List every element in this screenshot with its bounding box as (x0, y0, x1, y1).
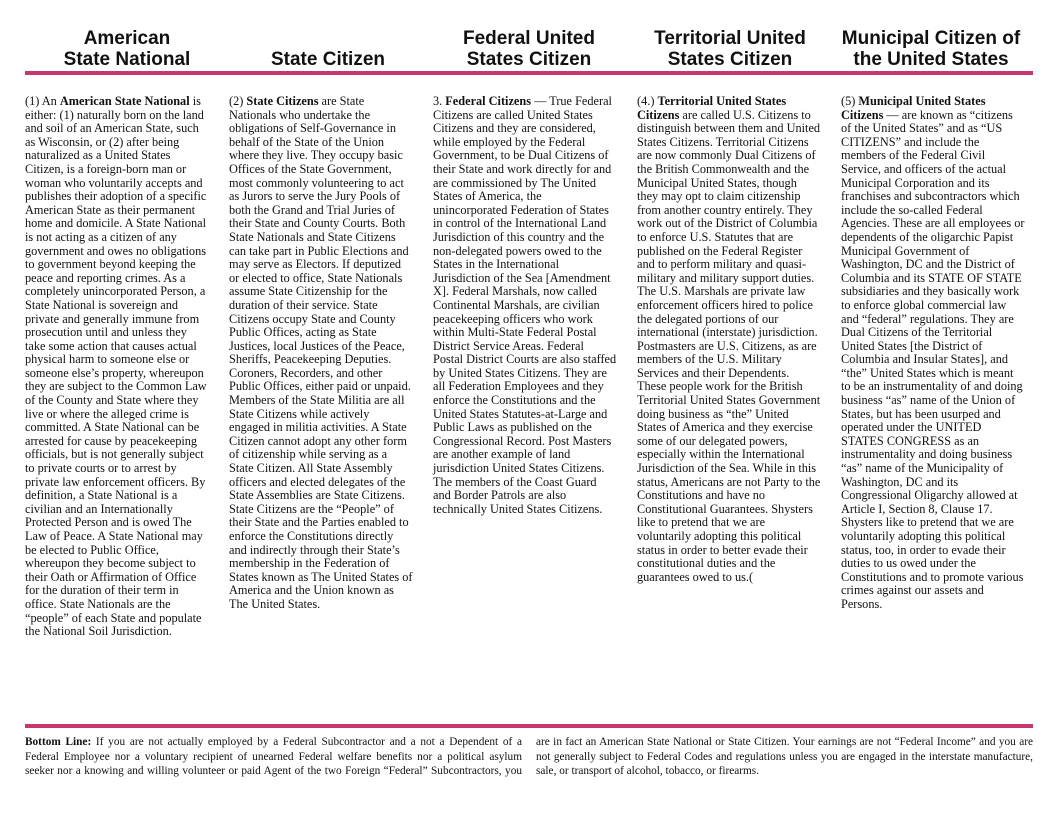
bottom-line-label: Bottom Line: (25, 736, 92, 748)
col2-body: are State Nationals who undertake the obligations of Self-Governance in behalf of the State of the Union where they live. They occupy basic Offices of the State Government, most commonly volunteering to act as Jurors to serve the Jury Pools of both the Grand and Trial Juries of their State and County Courts. Both State Nationals and State Citizens can take part in Public Elections and may serve as Electors. If deputized or elected to office, State Nationals assume State Citizenship for the duration of their service. State Citizens occupy State and County Public Offices, acting as State Justices, local Justices of the Peace, Sheriffs, Peacekeeping Deputies. Coroners, Recorders, and other Public Offices, either paid or unpaid. Members of the State Militia are all State Citizens while actively engaged in militia activities. A State Citizen cannot adopt any other form of citizenship while serving as a State Citizen. All State Assembly officers and elected delegates of the State Assemblies are State Citizens. State Citizens are the “People” of their State and the Parties enabled to enforce the Constitutions directly and indirectly through their State’s membership in the Federation of States known as The United States of America and the Union known as The United States. (229, 94, 413, 611)
column-american-state-national (25, 95, 209, 639)
column-federal-citizen (433, 95, 617, 516)
col2-lead: (2) (229, 94, 247, 108)
column-headers (25, 0, 1033, 70)
column-municipal-citizen (841, 95, 1025, 612)
col5-term: Municipal United States Citizens (841, 94, 986, 122)
col4-lead: (4.) (637, 94, 658, 108)
col1-body: is either: (1) naturally born on the land and soil of an American State, such as Wisconsin, or (2) after being naturalized as a United States Citizen, is a foreign-born man or woman who voluntarily accepts and publishes their adoption of a specific American State as their permanent home and domicile. A State National is not acting as a citizen of any government and owes no obligations to government beyond keeping the peace and reporting crimes. As a completely unincorporated Person, a State National is sovereign and private and generally immune from prosecution until and unless they take some action that causes actual physical harm to someone else or someone else’s property, whereupon they are subject to the Common Law of the County and State where they live or where the alleged crime is committed. A State National can be arrested for cause by peacekeeping officials, but is not generally subject to private courts or to arrest by private law enforcement officers. By definition, a State National is a civilian and an Internationally Protected Person and is owed The Law of Peace. A State National may be elected to Public Office, whereupon they become subject to their Oath or Affirmation of Office for the duration of their term in office. State Nationals are the “people” of each State and populate the National Soil Jurisdiction. (25, 94, 207, 639)
bottom-line-paragraph (25, 735, 1033, 779)
bottom-divider (25, 724, 1033, 728)
col5-lead: (5) (841, 94, 859, 108)
col3-term: Federal Citizens (445, 94, 532, 108)
col3-lead: 3. (433, 94, 446, 108)
bottom-line-text: If you are not actually employed by a Federal Subcontractor and a not a Dependent of a Federal Employee nor a voluntary recipient of unearned Federal welfare benefits nor a political asylum seeker nor a knowing and willing volunteer or paid Agent of the two Foreign “Federal” Subcontractors, you are in fact an American State National or State Citizen. Your earnings are not “Federal Income” and you are not generally subject to Federal Codes and regulations unless you are engaged in the interstate manufacture, sale, or transport of alcohol, tobacco, or firearms. (25, 736, 1033, 777)
column-territorial-citizen (637, 95, 821, 584)
header-american-state-national: American State National (63, 28, 191, 70)
col5-body: — are known as “citizens of the United States” and as “US CITIZENS” and include the members of the Federal Civil Service, and officers of the actual Municipal Corporation and its franchises and subcontractors which include the so-called Federal Agencies. These are all employees or dependents of the oligarchic Papist Municipal Government of Washington, DC and the District of Columbia and its STATE OF STATE subsidiaries and they basically work to enforce global commercial law and “federal” regulations. They are Dual Citizens of the Territorial United States [the District of Columbia and Insular States], and “the” United States which is meant to be an instrumentality of and doing business “as” name of the Union of States, but has been usurped and operated under the UNITED STATES CONGRESS as an instrumentality and doing business “as” name of the Municipality of Washington, DC and its Congressional Oligarchy allowed at Article I, Section 8, Clause 17. Shysters like to pretend that we are voluntarily adopting this political status, too, in order to evade their duties to us owed under the Constitutions and to promote various crimes against our assets and Persons. (841, 107, 1025, 611)
top-divider (25, 71, 1033, 75)
header-federal-united-states-citizen: Federal United States Citizen (463, 28, 595, 70)
header-territorial-united-states-citizen: Territorial United States Citizen (654, 28, 806, 70)
col4-term: Territorial United States Citizens (637, 94, 787, 122)
header-municipal-citizen: Municipal Citizen of the United States (841, 28, 1021, 70)
header-state-citizen: State Citizen (270, 49, 386, 70)
col1-term: American State National (59, 94, 190, 108)
col2-term: State Citizens (246, 94, 319, 108)
column-state-citizen (229, 95, 413, 612)
col4-body: are called U.S. Citizens to distinguish between them and United States Citizens. Territorial Citizens are now commonly Dual Citizens of the British Commonwealth and the Municipal United States, though they may opt to claim citizenship from another country entirely. They work out of the District of Columbia to enforce U.S. Statutes that are published on the Federal Register and to perform military and quasi-military and military support duties. The U.S. Marshals are private law enforcement officers hired to police the delegated portions of our international (interstate) jurisdiction. Postmasters are U.S. Citizens, as are members of the U.S. Military Services and their Dependents. These people work for the British Territorial United States Government doing business as “the” United States of America and they exercise some of our delegated powers, especially within the International Jurisdiction of the Sea. While in this status, Americans are not Party to the Constitutions and have no Constitutional Guarantees. Shysters like to pretend that we are voluntarily adopting this political status in order to better evade their constitutional duties and the guarantees owed to us.( (637, 107, 821, 584)
col3-body: — True Federal Citizens are called United States Citizens and they are considered, while employed by the Federal Government, to be Dual Citizens of their State and work directly for and are commissioned by The United States of America, the unincorporated Federation of States in control of the International Land Jurisdiction of this country and the non-delegated powers owed to the States in the International Jurisdiction of the Sea [Amendment X]. Federal Marshals, now called Continental Marshals, are civilian peacekeeping officers who work within Multi-State Federal Postal District Service Areas. Federal Postal District Courts are also staffed by United States Citizens. They are all Federation Employees and they enforce the Constitutions and the United States Statutes-at-Large and Public Laws as published on the Congressional Record. Post Masters are another example of land jurisdiction United States Citizens. The members of the Coast Guard and Border Patrols are also technically United States Citizens. (433, 94, 617, 516)
col1-lead: (1) An (25, 94, 60, 108)
